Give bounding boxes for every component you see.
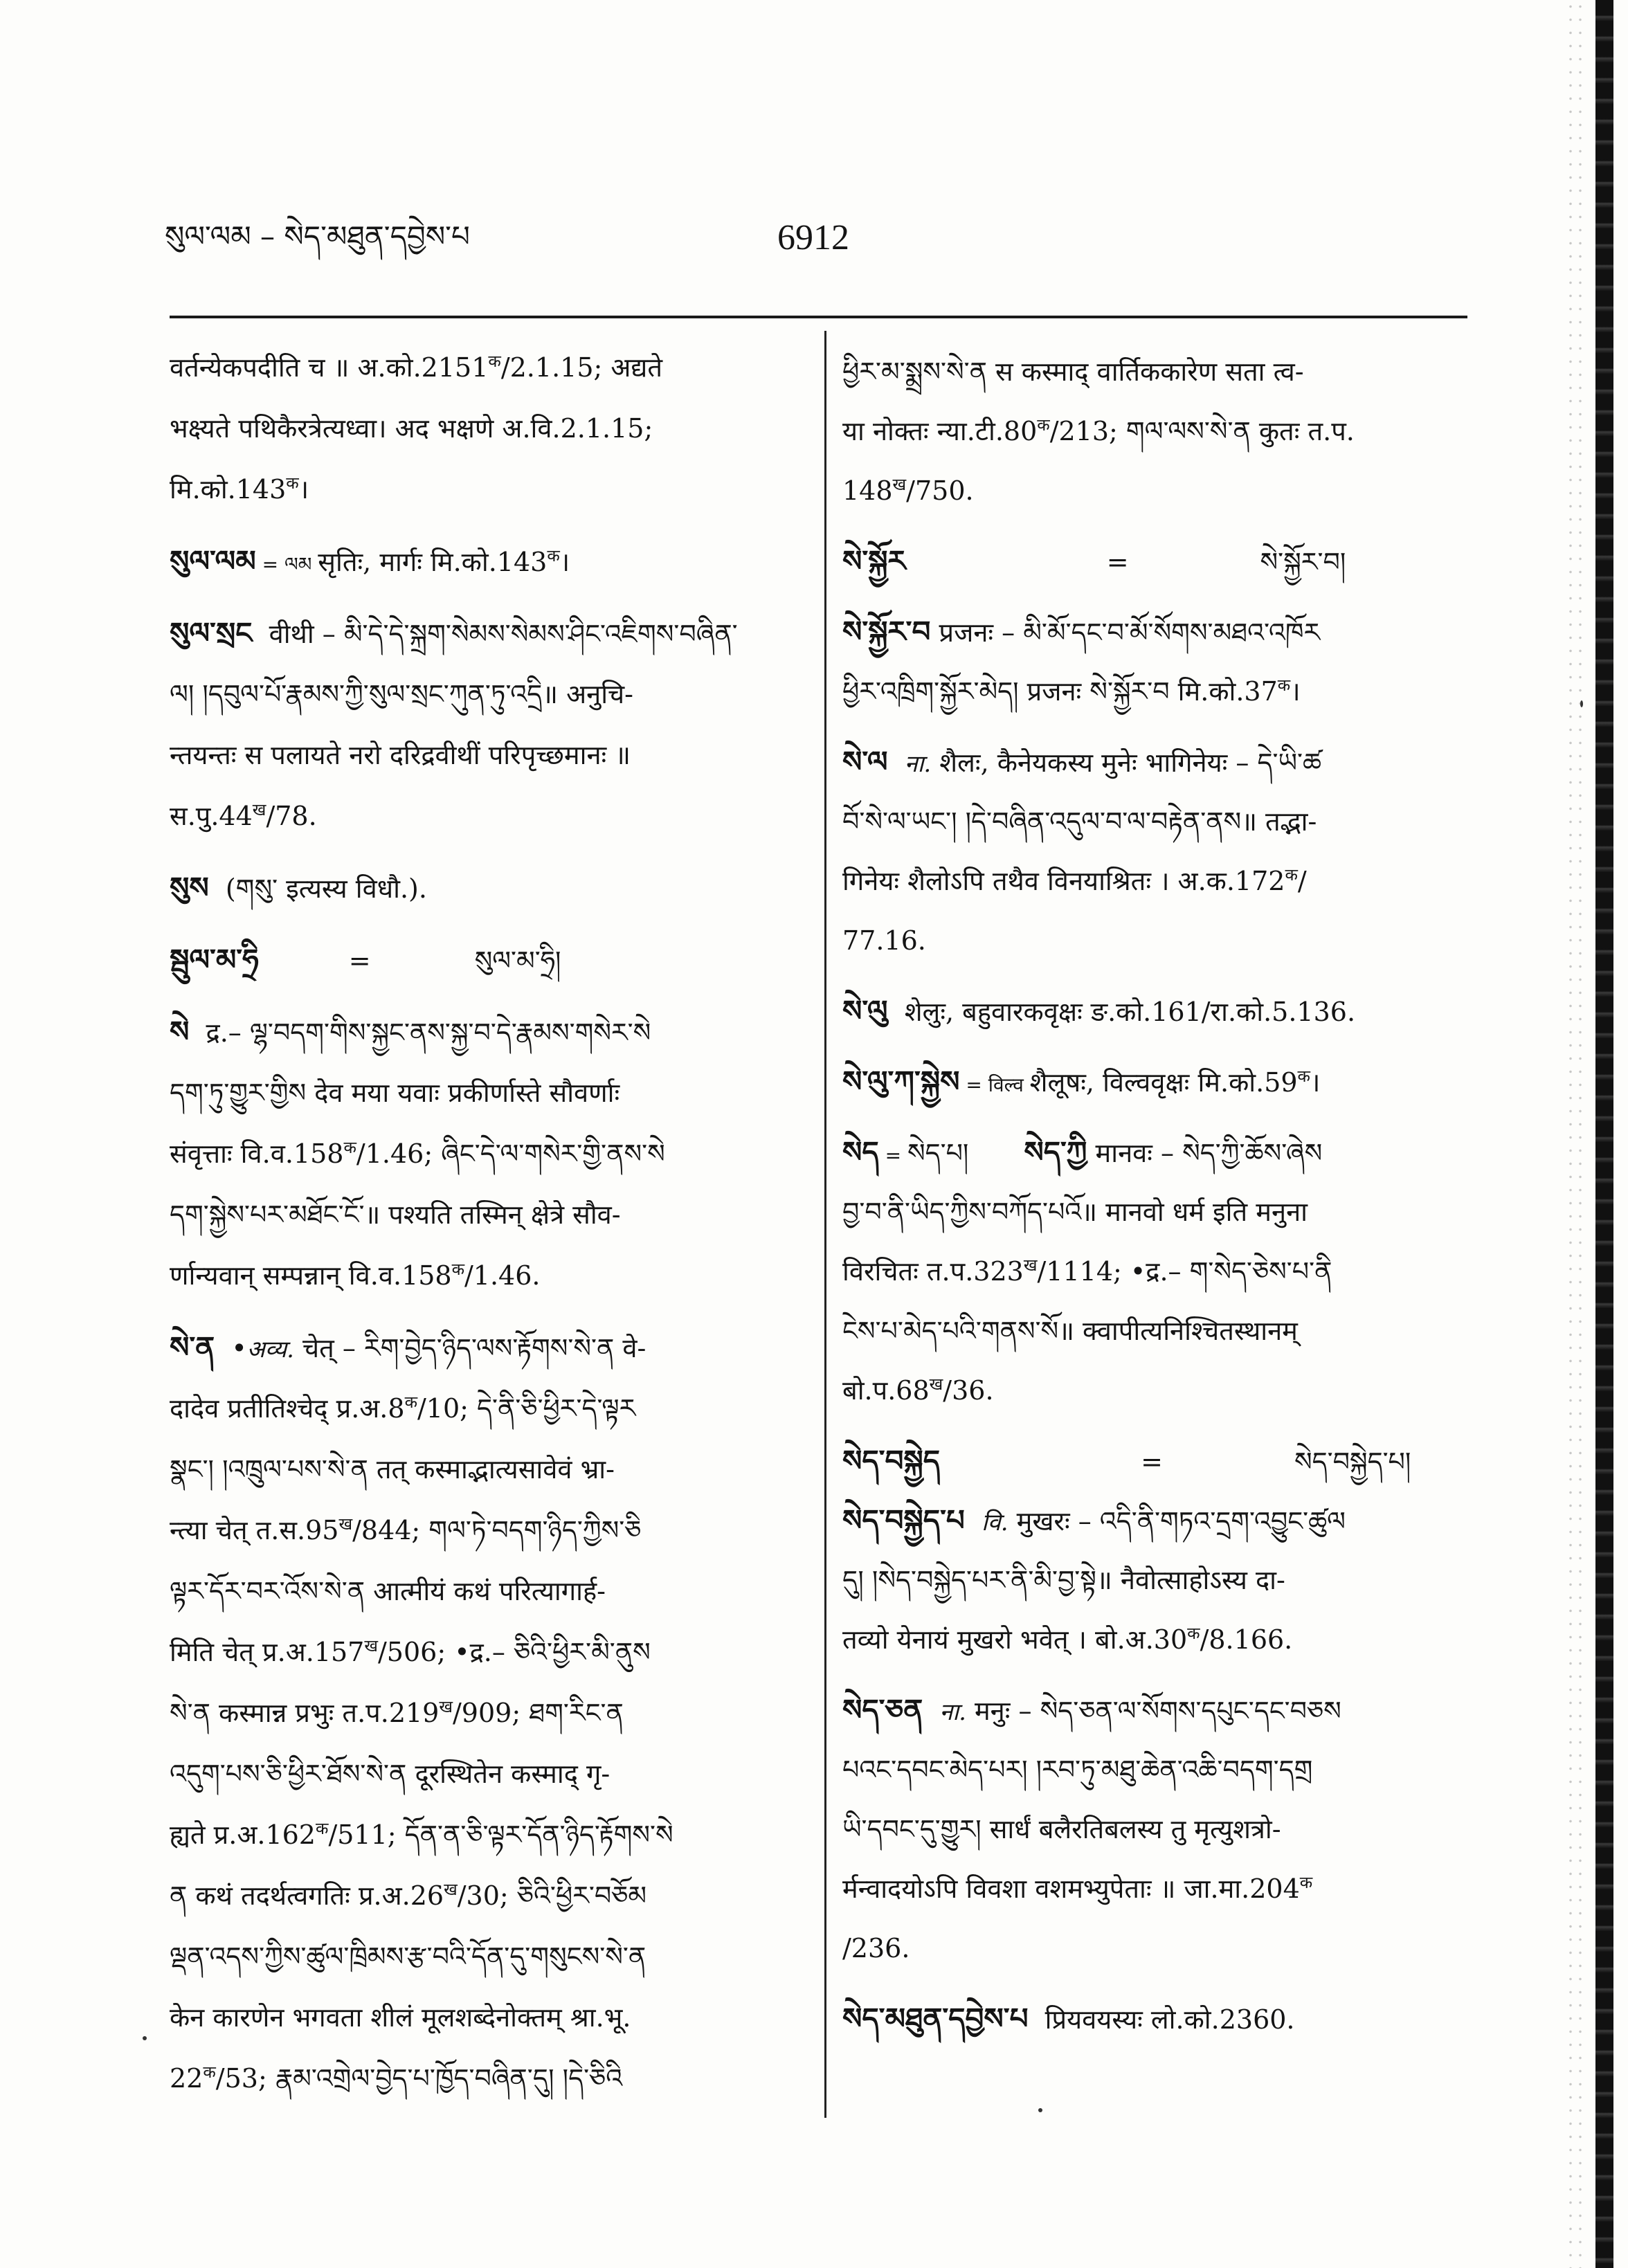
text-run: པའང་དབང་མེད་པར། །རབ་ཏུ་མཐུ་ཆེན་འཆི་བདག་དགྲ: [842, 1754, 1313, 1785]
text-run: ལྟར་དོར་བར་འོས་སེ་ན आत्मीयं कथं परित्यागार्ह-: [170, 1576, 606, 1606]
dictionary-entry: [170, 531, 811, 592]
text-line: [842, 792, 1465, 851]
text-run: དག་སྐྱེས་པར་མཐོང་ངོ་॥ पश्यति तस्मिन् क्षेत्रे सौव-: [170, 1199, 621, 1230]
text-line: [842, 981, 1465, 1041]
text-run: ན कथं तदर्थत्वगतिः प्र.अ.26: [170, 1880, 444, 1911]
equals-sign: =: [1106, 547, 1129, 577]
grammar-abbreviation: अव्य.: [246, 1336, 294, 1363]
text-run: ।: [298, 474, 309, 505]
text-run: स.पु.44: [170, 801, 253, 831]
superscript-folio: क: [203, 2062, 216, 2082]
text-line: [170, 1123, 811, 1184]
text-run: र्मन्वादयोऽपि विवशा वशमभ्युपेताः ॥ जा.मा.204: [842, 1874, 1300, 1904]
text-run: /: [1297, 866, 1307, 896]
text-run: भक्ष्यते पथिकैरत्रेत्यध्वा। अद भक्षणे अ.वि.2.1.15;: [170, 413, 653, 444]
text-line: [170, 2048, 811, 2109]
text-run: शेलुः, बहुवारकवृक्षः ङ.को.161/रा.को.5.136.: [887, 997, 1356, 1027]
text-run: [888, 747, 905, 778]
text-run: /506; •द्र.– ཅིའི་ཕྱིར་མི་ནུས: [378, 1637, 651, 1667]
text-run: द्र.– ལྷ་བདག་གིས་སྐྱང་ནས་སྐྱ་བ་དེ་རྣམས་གསེར་སེ: [189, 1017, 651, 1048]
text-run: ।: [1310, 1067, 1321, 1098]
text-line: [842, 1680, 1465, 1740]
text-line: [842, 1182, 1465, 1242]
headword: སེ་ན: [170, 1330, 215, 1364]
text-run: [965, 1506, 982, 1536]
text-run: संवृत्ताः वि.व.158: [170, 1138, 344, 1169]
dictionary-entry: [842, 1431, 1465, 1669]
text-line: [842, 461, 1465, 520]
text-run: वर्तन्येकपदीति च ॥ अ.को.2151: [170, 352, 489, 383]
dictionary-entry: [842, 1989, 1465, 2049]
headword: སེ་སྐྱོར: [842, 544, 906, 578]
text-run: /909; ཐག་རིང་ན: [453, 1698, 624, 1728]
text-run: 22: [170, 2063, 204, 2094]
text-run: •: [215, 1333, 247, 1363]
headword: སུལ་སྲང: [170, 616, 253, 650]
headword: སེད་ཅན: [842, 1693, 923, 1727]
text-line: [842, 1052, 1465, 1112]
scan-edge-speckle: [1566, 0, 1586, 2268]
text-line: [170, 1743, 811, 1804]
text-run: मुखरः – འདི་ནི་གཏའ་དྲག་འབྱུང་ཚུལ: [1008, 1506, 1346, 1536]
column-divider: [824, 331, 826, 2118]
text-line: [170, 531, 811, 592]
text-line: [170, 725, 811, 786]
text-run: དག་ཏུ་གྱུར་གྱིས देव मया यवाः प्रकीर्णास्ते सौवर्णाः: [170, 1078, 620, 1108]
text-run: शैलः, कैनेयकस्य मुनेः भागिनेयः – དེ་ཡི་ཚ: [931, 747, 1322, 778]
text-run: /844; གལ་ཏེ་བདག་ཉིད་ཀྱིས་ཅི: [352, 1515, 642, 1545]
dictionary-entry: [842, 732, 1465, 970]
text-run: सृतिः, मार्गः मि.को.143: [318, 547, 548, 577]
text-line: [170, 1804, 811, 1865]
text-run: /53; རྣམ་འགྲེལ་བྱེད་པ་ཁྱོད་བཞིན་དུ། །དེ་ཅིའི: [215, 2063, 623, 2094]
text-run: ལྡན་འདས་ཀྱིས་ཚུལ་ཁྲིམས་རྩ་བའི་དོན་དུ་གསུངས་སེ་ན: [170, 1941, 646, 1972]
text-run: ཡི་དབང་དུ་གྱུར། सार्धं बलैरतिबलस्य तु मृत्युशत्रो-: [842, 1814, 1281, 1844]
text-line: [842, 1242, 1465, 1301]
text-run: སྣང་། །འཁྲུལ་པས་སེ་ན तत् कस्माद्भात्यसावेवं भ्रा-: [170, 1454, 615, 1485]
headword: སུལ་ལམ: [170, 544, 256, 578]
text-line: [170, 858, 811, 918]
text-run: ।: [1290, 676, 1301, 707]
headword: སེད་མཐུན་དབྱེས་པ: [842, 2002, 1029, 2035]
headword: སེད: [842, 1135, 879, 1169]
text-run: /213; གལ་ལས་སེ་ན कुतः त.प.: [1049, 416, 1355, 446]
grammar-abbreviation: वि.: [982, 1509, 1009, 1536]
headword: སེ: [170, 1015, 190, 1049]
cross-reference: =: [878, 1144, 907, 1167]
headword: སེ་ལ: [842, 745, 888, 779]
text-line: [170, 1622, 811, 1682]
text-line: [842, 1431, 1465, 1491]
text-run: /1.46; ཞིང་དེ་ལ་གསེར་གྱི་ནས་སེ: [356, 1138, 665, 1169]
dictionary-entry: [170, 929, 811, 990]
text-run: वीथी – མི་དེ་དེ་སྐྲག་སེམས་སེམས་ཤིང་འཇིགས་བཞིན་: [252, 619, 738, 649]
grammar-abbreviation: ना.: [904, 750, 932, 778]
superscript-folio: क: [343, 1138, 356, 1157]
column-right: [842, 342, 1465, 2100]
text-line: [170, 1184, 811, 1245]
text-run: /30; ཅིའི་ཕྱིར་བཅོམ: [457, 1880, 647, 1911]
headword: སེ་ལུ: [842, 994, 888, 1028]
text-line: [170, 786, 811, 846]
text-line: [170, 1378, 811, 1439]
text-run: केन कारणेन भगवता शीलं मूलशब्देनोक्तम् श्रा.भू.: [170, 2002, 631, 2033]
text-line: [170, 1682, 811, 1743]
text-run: प्रजनः – མི་མོ་དང་བ་མོ་སོགས་མཐའ་འཁོར: [930, 617, 1321, 648]
text-run: मानवः – སེད་ཀྱི་ཆོས་ཞེས: [1087, 1138, 1323, 1168]
text-run: 77.16.: [842, 925, 926, 956]
cross-reference: = ལམ: [255, 553, 318, 576]
text-line: [170, 1062, 811, 1123]
text-line: [170, 1001, 811, 1062]
text-run: /36.: [943, 1375, 994, 1406]
text-line: [170, 1317, 811, 1378]
text-run: मि.को.143: [170, 474, 287, 505]
text-line: [842, 1799, 1465, 1859]
superscript-folio: क: [451, 1260, 464, 1279]
text-line: [842, 851, 1465, 911]
text-run: मिति चेत् प्र.अ.157: [170, 1637, 365, 1667]
text-run: ह्यते प्र.अ.162: [170, 1820, 316, 1850]
text-run: बो.प.68: [842, 1375, 930, 1406]
text-line: [170, 1987, 811, 2048]
text-run: /750.: [906, 475, 974, 506]
headword: སྦུལ་མ་ཧྲི: [170, 943, 259, 977]
text-run: /1.46.: [464, 1260, 541, 1291]
dictionary-entry: [170, 1001, 811, 1306]
superscript-folio: ख: [444, 1880, 458, 1899]
text-line: [170, 337, 811, 398]
text-run: སེད་པ།: [907, 1138, 969, 1168]
dictionary-entry: [842, 602, 1465, 721]
text-run: र्णान्यवान् सम्पन्नान् वि.व.158: [170, 1260, 452, 1291]
text-line: [170, 1561, 811, 1622]
superscript-folio: ख: [892, 475, 907, 494]
dictionary-entry: [842, 1680, 1465, 1978]
text-line: [842, 1491, 1465, 1550]
text-run: दादेव प्रतीतिश्चेद् प्र.अ.8: [170, 1393, 405, 1424]
text-line: [842, 342, 1465, 401]
text-run: ལ། །དབུལ་པོ་རྣམས་ཀྱི་སུལ་སྲང་ཀུན་ཏུ་འདྲི॥ अनुचि-: [170, 679, 634, 709]
text-run: न्त्या चेत् त.स.95: [170, 1515, 339, 1545]
dictionary-entry: [842, 342, 1465, 520]
superscript-folio: क: [488, 352, 501, 371]
superscript-folio: ख: [338, 1514, 353, 1534]
headword: སུས: [170, 871, 209, 905]
text-line: [170, 603, 811, 664]
scan-speck: [1038, 2108, 1042, 2112]
superscript-folio: ख: [929, 1375, 943, 1394]
superscript-folio: क: [1297, 1067, 1310, 1086]
text-line: [842, 401, 1465, 461]
text-line: [170, 1500, 811, 1561]
text-run: ངེས་པ་མེད་པའི་གནས་སོ॥ क्वापीत्यनिश्चितस्थानम्: [842, 1316, 1298, 1346]
text-run: [923, 1696, 939, 1726]
text-line: [842, 911, 1465, 970]
text-run: चेत् – རིག་བྱེད་ཉིད་ལས་རྟོགས་སེ་ན वे-: [293, 1333, 646, 1363]
scan-speck: [143, 2036, 147, 2040]
superscript-folio: ख: [252, 800, 266, 819]
text-run: བོ་སེ་ལ་ཡང་། །དེ་བཞིན་འདུལ་བ་ལ་བརྟེན་ནས॥ तद्भा-: [842, 806, 1317, 837]
superscript-folio: ख: [1023, 1255, 1038, 1275]
text-line: [170, 398, 811, 459]
text-run: (གསུ་ इत्यस्य विधौ.).: [208, 873, 427, 904]
dictionary-entry: [842, 981, 1465, 1041]
running-head: སུལ་ལམ – སེད་མཐུན་དབྱེས་པ: [165, 219, 470, 253]
page-number: 6912: [777, 218, 849, 257]
dictionary-entry: [170, 337, 811, 520]
dictionary-entry: [170, 603, 811, 846]
dictionary-entry: [170, 858, 811, 918]
text-line: [842, 1550, 1465, 1610]
scan-edge-border: [1595, 0, 1613, 2268]
text-run: བྱ་བ་ནི་ཡིད་ཀྱིས་བཀོད་པའོ॥ मानवो धर्म इति मनुना: [842, 1197, 1308, 1227]
text-line: [842, 1740, 1465, 1799]
text-line: [842, 732, 1465, 792]
text-line: [170, 1245, 811, 1306]
text-run: प्रियवयस्यः लो.को.2360.: [1028, 2004, 1295, 2035]
text-run: /8.166.: [1200, 1624, 1293, 1655]
text-run: ཕྱིར་འཁྲིག་སྐྱོར་མེད། प्रजनः སེ་སྐྱོར་བ मि.को.37: [842, 676, 1278, 707]
text-run: या नोक्तः न्या.टी.80: [842, 416, 1038, 446]
text-line: [842, 1301, 1465, 1361]
text-line: [842, 1989, 1465, 2049]
text-run: /2.1.15; अद्यते: [500, 352, 663, 383]
text-line: [842, 1361, 1465, 1420]
headword: སེད་བསྐྱེད: [842, 1444, 941, 1478]
cross-reference: = विल्व: [959, 1073, 1030, 1096]
text-run: /78.: [266, 801, 317, 831]
text-line: [842, 1918, 1465, 1978]
headword: སེ་ལུ་ཀ་སྐྱེས: [842, 1064, 960, 1098]
text-run: न्तयन्तः स पलायते नरो दरिद्रवीथीं परिपृच्छमानः ॥: [170, 740, 631, 770]
dictionary-entry: [842, 1123, 1465, 1420]
superscript-folio: क: [1277, 675, 1291, 695]
superscript-folio: क: [404, 1392, 417, 1412]
text-run: /10; དེ་ནི་ཅི་ཕྱིར་དེ་ལྟར: [417, 1393, 636, 1424]
text-run: /1114; •द्र.– ག་སེད་ཅེས་པ་ནི: [1037, 1256, 1332, 1287]
text-run: དུ། །སེད་བསྐྱེད་པར་ནི་མི་བྱ་སྟེ॥ नैवोत्साहोऽस्य दा-: [842, 1565, 1285, 1595]
text-line: [842, 1610, 1465, 1669]
dictionary-entry: [842, 532, 1465, 591]
text-line: [842, 662, 1465, 721]
text-run: ।: [559, 547, 570, 577]
superscript-folio: ख: [439, 1697, 453, 1716]
text-line: [170, 1439, 811, 1500]
equals-sign: =: [348, 945, 371, 976]
text-run: /236.: [842, 1933, 910, 1963]
text-line: [842, 1123, 1465, 1182]
text-line: [842, 602, 1465, 662]
text-run: गिनेयः शैलोऽपि तथैव विनयाश्रितः । अ.क.172: [842, 866, 1285, 896]
superscript-folio: ख: [364, 1636, 378, 1655]
text-run: तव्यो येनायं मुखरो भवेत् । बो.अ.30: [842, 1624, 1188, 1655]
text-run: विरचितः त.प.323: [842, 1256, 1024, 1287]
text-run: मनुः – སེད་ཅན་ལ་སོགས་དཔུང་དང་བཅས: [966, 1696, 1341, 1726]
text-line: [842, 1859, 1465, 1918]
grammar-abbreviation: ना.: [939, 1698, 966, 1726]
text-run: /511; དོན་ན་ཅི་ལྟར་དོན་ཉིད་རྟོགས་སེ: [328, 1820, 673, 1850]
headword: སེད་བསྐྱེད་པ: [842, 1503, 965, 1537]
text-line: [170, 1926, 811, 1987]
text-run: 148: [842, 475, 893, 506]
text-run: སུལ་མ་ཧྲི།: [474, 945, 561, 976]
superscript-folio: क: [316, 1819, 329, 1838]
column-left: [170, 337, 811, 2109]
superscript-folio: क: [1299, 1873, 1313, 1892]
text-line: [842, 532, 1465, 591]
scan-speck: [1580, 700, 1583, 707]
text-run: ཕྱིར་མ་སྨྲས་སེ་ན स कस्माद् वार्तिककारेण सता त्व-: [842, 356, 1304, 387]
superscript-folio: क: [286, 473, 299, 493]
text-run: སེད་བསྐྱེད་པ།: [1294, 1446, 1411, 1477]
text-run: शैलूषः, विल्ववृक्षः मि.को.59: [1029, 1067, 1298, 1098]
dictionary-entry: [170, 1317, 811, 2109]
text-line: [170, 664, 811, 725]
text-line: [170, 929, 811, 990]
text-run: སེ་སྐྱོར་བ།: [1260, 547, 1346, 577]
headword: སེ་སྐྱོར་བ: [842, 615, 931, 648]
superscript-folio: क: [1037, 415, 1050, 435]
dictionary-entry: [842, 1052, 1465, 1112]
equals-sign: =: [1141, 1446, 1163, 1477]
superscript-folio: क: [547, 546, 560, 565]
superscript-folio: क: [1187, 1624, 1200, 1643]
headword: སེད་ཀྱི: [1024, 1135, 1087, 1169]
superscript-folio: क: [1285, 865, 1298, 884]
text-run: སེ་ན कस्मान्न प्रभुः त.प.219: [170, 1698, 440, 1728]
text-line: [170, 1865, 811, 1926]
text-line: [170, 459, 811, 520]
text-run: འདུག་པས་ཅི་ཕྱིར་ཐོས་སེ་ན दूरस्थितेन कस्माद् गृ-: [170, 1759, 610, 1789]
header-rule: [170, 316, 1467, 318]
